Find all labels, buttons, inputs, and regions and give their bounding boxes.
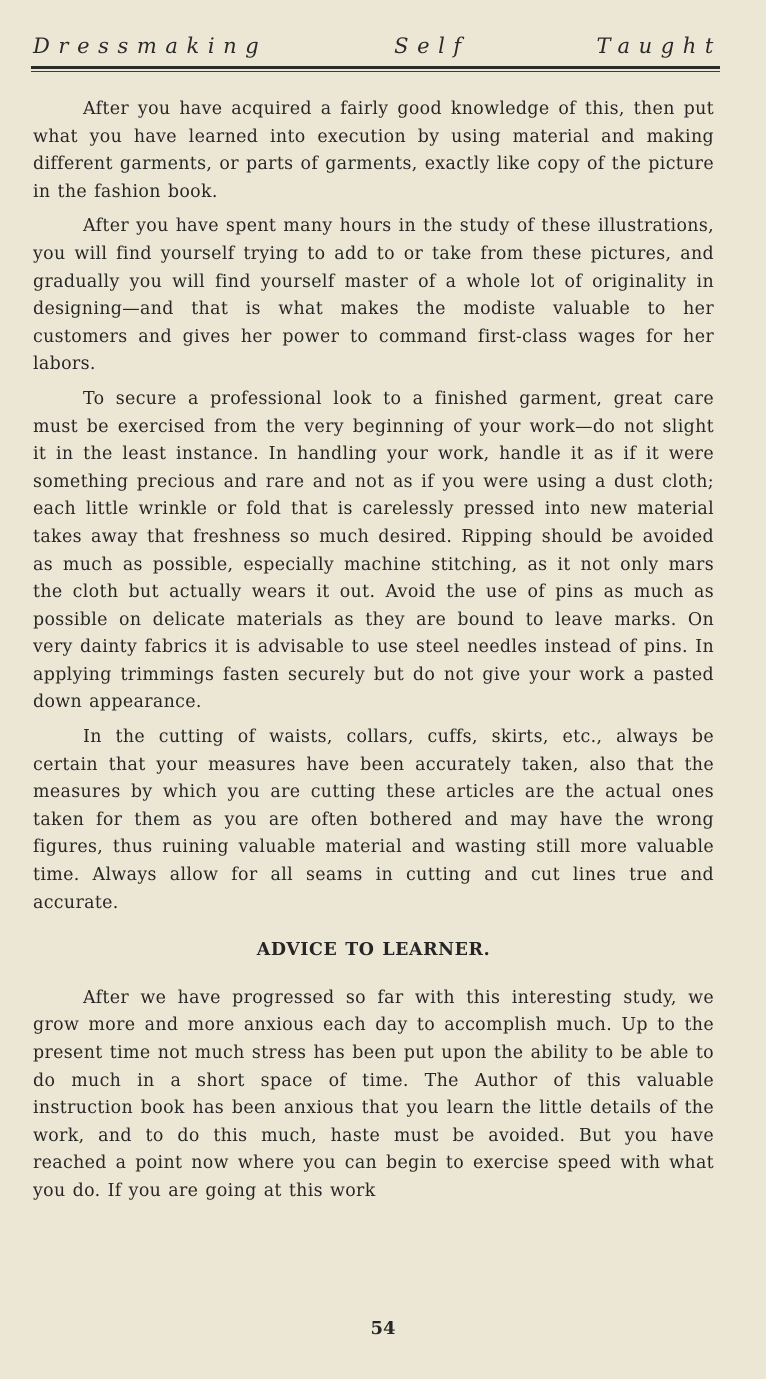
section-heading: ADVICE TO LEARNER. — [256, 940, 491, 961]
page-number: 54 — [370, 1318, 396, 1339]
paragraph-5: After we have progressed so far with this interesting study, we grow more and more anxious each day to accomplish much. Up to the present time not much stress has been put upon the ability to be able to do much in a short space of time. The Author of this valuable instruction book has been anxious that you learn the little details of the work, and to do this much, haste must be avoided. But you have reached a point now where you can begin to exercise speed with what you do. If you are going at this work — [33, 987, 714, 1201]
paragraph-2: After you have spent many hours in the study of these illustrations, you will find yourself trying to add to or take from these pictures, and gradually you will find yourself master of a whole lot of originality in designing—and that is what makes the modiste valuable to her customers and gives her power to command first-class wages for her labors. — [33, 216, 714, 375]
body-text — [33, 96, 714, 1213]
running-head-word-2: Self — [394, 34, 470, 58]
paragraph-4: In the cutting of waists, collars, cuffs, skirts, etc., always be certain that your measures have been accurately taken, also that the measures by which you are cutting these articles are the actual ones taken for them as you are often bothered and may have the wrong figures, thus ruining valuable material and wasting still more valuable time. Always allow for all seams in cutting and cut lines true and accurate. — [33, 727, 714, 913]
running-head-word-1: Dressmaking — [33, 34, 268, 58]
paragraph-1: After you have acquired a fairly good knowledge of this, then put what you have learned into execution by using material and making different garments, or parts of garments, exactly like copy of the picture in the fashion book. — [33, 99, 714, 202]
running-head — [33, 34, 722, 64]
running-head-word-3: Taught — [596, 34, 722, 58]
paragraph-3: To secure a professional look to a finished garment, great care must be exercised from the very beginning of your work—do not slight it in the least instance. In handling your work, handle it as if it were something precious and rare and not as if you were using a dust cloth; each little wrinkle or fold that is carelessly pressed into new material takes away that freshness so much desired. Ripping should be avoided as much as possible, especially machine stitching, as it not only mars the cloth but actually wears it out. Avoid the use of pins as much as possible on delicate materials as they are bound to leave marks. On very dainty fabrics it is advisable to use steel needles instead of pins. In applying trimmings fasten securely but do not give your work a pasted down appearance. — [33, 388, 714, 713]
header-rule-thin — [31, 71, 720, 72]
header-rule-thick — [31, 66, 720, 69]
